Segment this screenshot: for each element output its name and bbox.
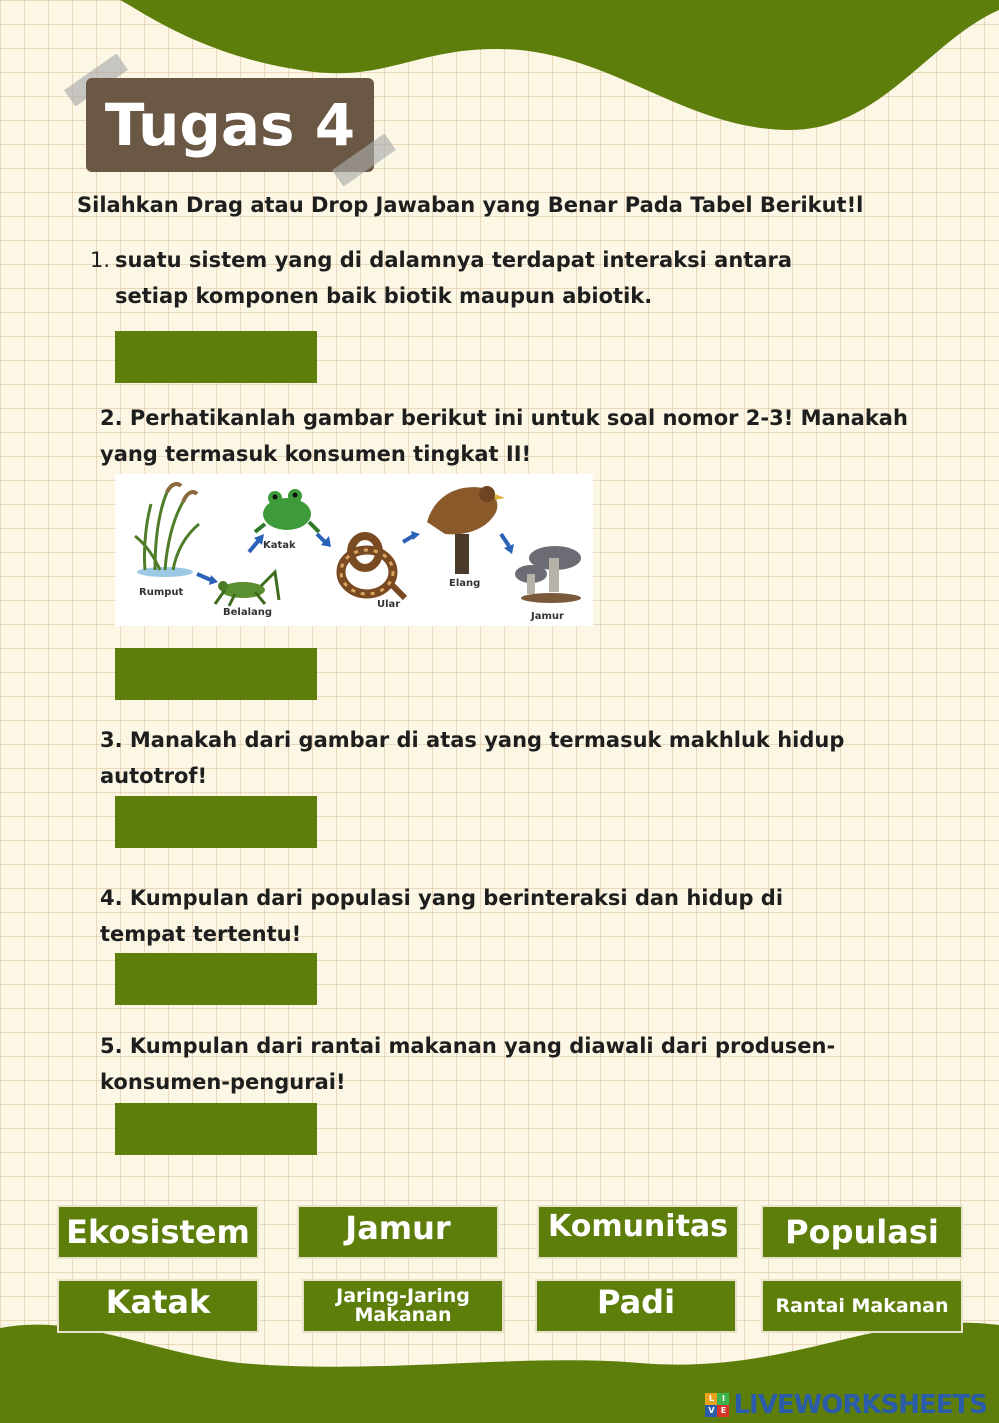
answer-card-jaring-line2: Makanan — [354, 1304, 452, 1326]
answer-card-ekosistem[interactable]: Ekosistem — [57, 1205, 259, 1259]
answer-card-komunitas[interactable]: Komunitas — [537, 1205, 739, 1259]
snake-illustration — [341, 536, 405, 598]
drop-zone-4[interactable] — [115, 953, 317, 1005]
mushroom-illustration — [515, 546, 581, 603]
answer-card-populasi[interactable]: Populasi — [761, 1205, 963, 1259]
answer-card-jaring-jaring-makanan[interactable] — [302, 1279, 504, 1333]
drop-zone-5[interactable] — [115, 1103, 317, 1155]
question-4-text: 4. Kumpulan dari populasi yang berinteraksi dan hidup di tempat tertentu! — [100, 886, 784, 946]
grass-illustration — [135, 484, 199, 577]
grasshopper-illustration — [215, 572, 279, 606]
label-rumput: Rumput — [139, 587, 184, 598]
page-title: Tugas 4 — [86, 78, 374, 172]
answer-card-jaring-line1: Jaring-Jaring — [336, 1285, 470, 1307]
food-chain-image — [115, 474, 593, 626]
question-1-text: suatu sistem yang di dalamnya terdapat interaksi antara setiap komponen baik biotik maupun abiotik. — [115, 248, 793, 308]
title-card — [62, 58, 392, 198]
label-katak: Katak — [263, 540, 296, 551]
frog-illustration — [255, 489, 319, 532]
drop-zone-1[interactable] — [115, 331, 317, 383]
question-2-text: 2. Perhatikanlah gambar berikut ini untuk soal nomor 2-3! Manakah yang termasuk konsumen tingkat II! — [100, 406, 908, 466]
liveworksheets-icon: L I V E — [705, 1393, 729, 1417]
instruction-text: Silahkan Drag atau Drop Jawaban yang Benar Pada Tabel Berikut!l — [77, 193, 864, 217]
label-jamur: Jamur — [531, 611, 564, 622]
drop-zone-2[interactable] — [115, 648, 317, 700]
label-belalang: Belalang — [223, 607, 273, 618]
question-3-text: 3. Manakah dari gambar di atas yang termasuk makhluk hidup autotrof! — [100, 728, 845, 788]
answer-card-padi[interactable]: Padi — [535, 1279, 737, 1333]
label-ular: Ular — [377, 599, 401, 610]
answer-card-rantai-makanan[interactable]: Rantai Makanan — [761, 1279, 963, 1333]
liveworksheets-text: LIVEWORKSHEETS — [733, 1390, 987, 1420]
liveworksheets-logo — [705, 1390, 987, 1420]
answer-card-katak[interactable]: Katak — [57, 1279, 259, 1333]
answer-card-jamur[interactable]: Jamur — [297, 1205, 499, 1259]
drop-zone-3[interactable] — [115, 796, 317, 848]
question-5-text: 5. Kumpulan dari rantai makanan yang diawali dari produsen-konsumen-pengurai! — [100, 1034, 836, 1094]
label-elang: Elang — [449, 578, 481, 589]
question-1-number: 1. — [90, 248, 111, 272]
eagle-illustration — [427, 486, 505, 574]
